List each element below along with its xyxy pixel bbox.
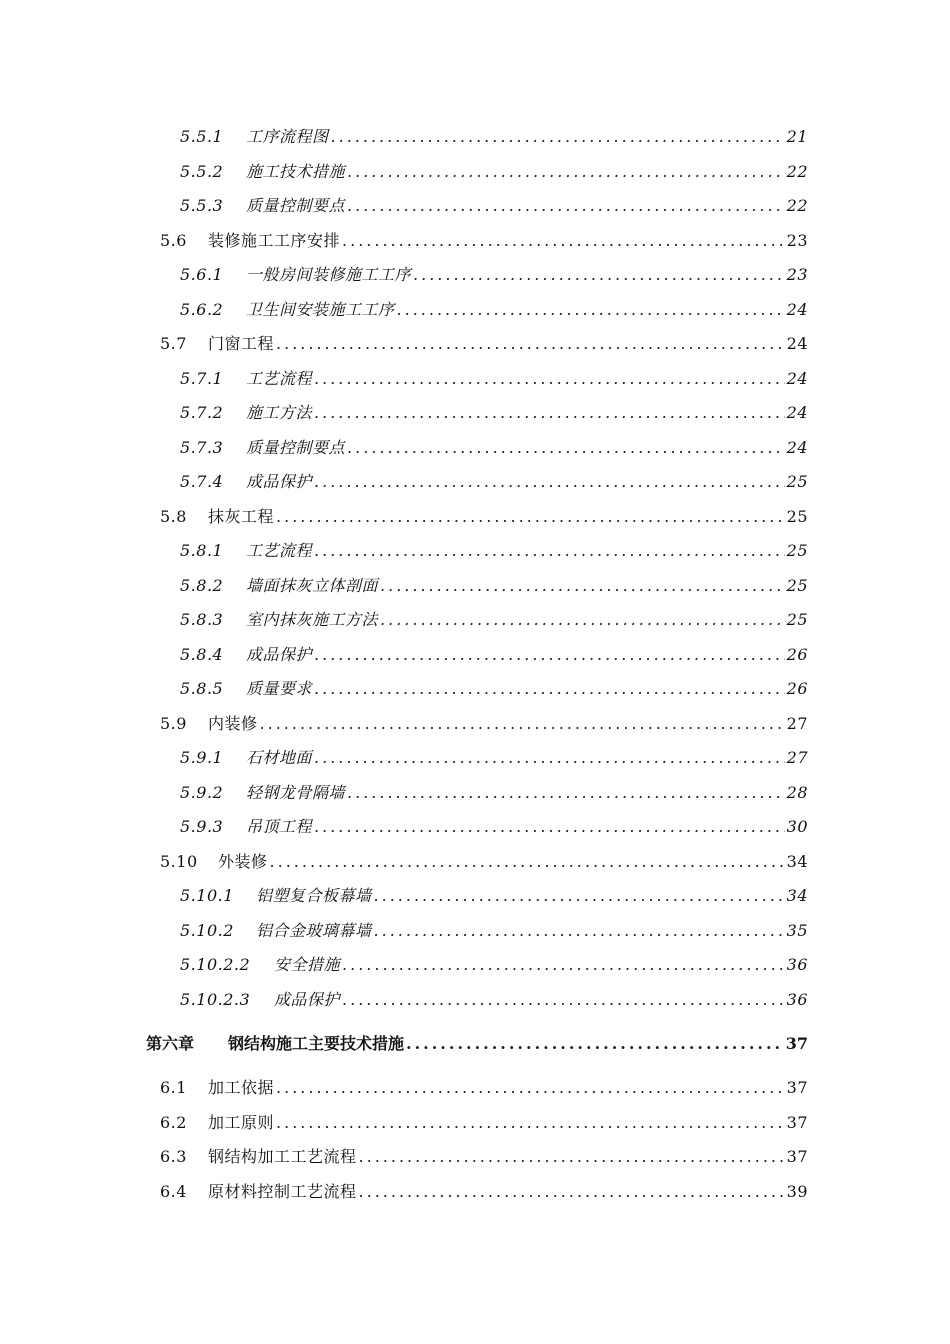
toc-entry[interactable] [180,193,808,219]
toc-entry-title: 铝合金玻璃幕墙 [256,920,372,940]
toc-entry[interactable] [180,366,808,392]
toc-entry-page-number: 25 [786,610,808,629]
toc-entry-title: 安全措施 [274,955,341,974]
dot-leader [314,366,785,392]
toc-entry[interactable] [180,469,808,495]
toc-entry-page-number: 24 [786,299,808,319]
toc-entry-title: 成品保护 [246,644,313,664]
toc-entry-title: 室内抹灰施工方法 [246,610,379,629]
dot-leader [260,711,785,737]
toc-entry-number: 5.9.2 [180,782,224,802]
dot-leader [380,607,785,633]
toc-entry-number: 5.6 [160,230,187,250]
toc-entry-page-number: 25 [786,506,808,526]
toc-entry-page-number: 36 [786,989,808,1009]
toc-entry[interactable] [160,1075,808,1101]
toc-entry-number: 5.7.4 [180,472,224,491]
toc-entry-number: 5.8.5 [180,679,224,698]
toc-entry[interactable] [160,331,808,357]
dot-leader [397,297,785,323]
toc-entry[interactable] [180,400,808,426]
toc-entry-page-number: 35 [786,920,808,940]
toc-chapter-entry[interactable] [146,1031,808,1057]
toc-entry[interactable] [180,124,808,150]
dot-leader [347,435,785,461]
dot-leader [347,780,785,806]
toc-entry-number: 5.8.3 [180,610,224,629]
toc-entry-number: 5.5.3 [180,196,224,215]
toc-entry[interactable] [160,228,808,254]
toc-entry-number: 5.8.1 [180,541,224,560]
toc-entry-title: 成品保护 [246,472,313,491]
toc-entry-page-number: 23 [786,230,808,250]
toc-entry-title: 质量要求 [246,679,313,698]
dot-leader [374,883,785,909]
toc-entry-number: 6.4 [160,1181,187,1201]
toc-entry-number: 5.10.2.2 [180,955,251,974]
toc-entry-page-number: 36 [786,955,808,974]
toc-entry-title: 加工依据 [208,1078,275,1097]
toc-entry-number: 5.10.2 [180,920,234,940]
toc-entry-number: 5.7.1 [180,368,224,388]
toc-entry-number: 5.9 [160,713,187,733]
toc-entry[interactable] [160,711,808,737]
toc-entry-title: 墙面抹灰立体剖面 [246,575,379,595]
dot-leader [359,1144,785,1170]
dot-leader [276,1110,785,1136]
toc-entry-title: 工艺流程 [246,541,313,560]
toc-entry[interactable] [180,952,808,978]
dot-leader [359,1179,785,1205]
toc-entry-title: 外装修 [218,851,268,871]
toc-entry[interactable] [160,849,808,875]
toc-entry-number: 5.8 [160,506,187,526]
toc-entry-title: 钢结构施工主要技术措施 [228,1034,405,1053]
toc-entry-title: 吊顶工程 [246,817,313,836]
toc-entry-page-number: 24 [786,368,808,388]
toc-entry-number: 5.8.4 [180,644,224,664]
toc-entry-number: 第六章 [146,1034,195,1053]
toc-entry-title: 石材地面 [246,748,313,767]
dot-leader [342,228,785,254]
toc-entry[interactable] [180,676,808,702]
toc-entry-title: 施工技术措施 [246,161,346,181]
toc-entry[interactable] [180,745,808,771]
toc-entry-title: 轻钢龙骨隔墙 [246,782,346,802]
toc-entry[interactable] [180,918,808,944]
toc-entry[interactable] [180,159,808,185]
toc-entry-page-number: 27 [786,713,808,733]
toc-entry-title: 原材料控制工艺流程 [208,1181,357,1201]
toc-entry[interactable] [160,1179,808,1205]
dot-leader [342,987,785,1013]
toc-entry[interactable] [180,297,808,323]
toc-entry-title: 成品保护 [274,989,341,1009]
toc-entry-title: 质量控制要点 [246,437,346,457]
dot-leader [380,573,785,599]
toc-entry-number: 5.6.2 [180,299,224,319]
dot-leader [276,1075,785,1101]
toc-entry[interactable] [160,1110,808,1136]
toc-entry-page-number: 25 [786,575,808,595]
toc-entry-title: 一般房间装修施工工序 [246,265,412,284]
toc-entry-number: 6.1 [160,1078,187,1097]
toc-entry-page-number: 24 [786,437,808,457]
toc-entry-number: 5.7 [160,334,187,353]
toc-entry-page-number: 22 [786,196,808,215]
toc-entry-page-number: 25 [786,541,808,560]
toc-entry-title: 门窗工程 [208,334,275,353]
toc-entry-title: 工序流程图 [246,127,329,146]
toc-entry-number: 5.7.2 [180,403,224,422]
toc-entry-number: 5.9.1 [180,748,224,767]
toc-entry-number: 5.10.1 [180,886,234,905]
dot-leader [314,642,785,668]
toc-entry-page-number: 34 [786,851,808,871]
toc-entry-page-number: 26 [786,679,808,698]
toc-entry[interactable] [160,1144,808,1170]
dot-leader [314,469,785,495]
toc-entry[interactable] [180,607,808,633]
toc-entry-title: 铝塑复合板幕墙 [256,886,372,905]
dot-leader [347,159,785,185]
toc-entry-number: 6.2 [160,1112,187,1132]
dot-leader [314,538,785,564]
toc-entry-page-number: 26 [786,644,808,664]
dot-leader [314,814,785,840]
toc-entry-page-number: 21 [786,127,808,146]
toc-entry[interactable] [180,883,808,909]
dot-leader [331,124,785,150]
toc-entry-number: 5.8.2 [180,575,224,595]
dot-leader [270,849,785,875]
toc-entry[interactable] [180,780,808,806]
toc-entry-page-number: 37 [785,1034,808,1053]
dot-leader [314,676,785,702]
toc-entry-title: 施工方法 [246,403,313,422]
toc-entry[interactable] [160,504,808,530]
toc-entry[interactable] [180,538,808,564]
toc-entry-number: 5.5.2 [180,161,224,181]
toc-entry-number: 5.10 [160,851,198,871]
toc-entry-page-number: 37 [786,1112,808,1132]
toc-entry-page-number: 22 [786,161,808,181]
toc-entry-title: 装修施工工序安排 [208,230,341,250]
dot-leader [276,331,785,357]
toc-entry-page-number: 23 [786,265,808,284]
toc-entry-number: 5.10.2.3 [180,989,251,1009]
toc-entry[interactable] [180,435,808,461]
toc-entry-number: 5.7.3 [180,437,224,457]
toc-entry-number: 6.3 [160,1147,187,1166]
toc-entry-page-number: 24 [786,334,808,353]
toc-entry-page-number: 30 [786,817,808,836]
toc-entry[interactable] [180,573,808,599]
toc-entry-title: 抹灰工程 [208,506,275,526]
toc-entry-page-number: 37 [786,1147,808,1166]
toc-entry-title: 质量控制要点 [246,196,346,215]
toc-entry-page-number: 39 [786,1181,808,1201]
toc-entry-number: 5.9.3 [180,817,224,836]
toc-entry-title: 工艺流程 [246,368,313,388]
dot-leader [413,262,785,288]
toc-entry[interactable] [180,987,808,1013]
dot-leader [314,745,785,771]
toc-entry[interactable] [180,642,808,668]
toc-entry-number: 5.5.1 [180,127,224,146]
toc-entry-page-number: 37 [786,1078,808,1097]
toc-entry[interactable] [180,262,808,288]
dot-leader [276,504,785,530]
toc-entry-title: 内装修 [208,713,258,733]
toc-entry-title: 卫生间安装施工工序 [246,299,395,319]
toc-entry-page-number: 34 [786,886,808,905]
toc-entry-page-number: 24 [786,403,808,422]
toc-entry-page-number: 27 [786,748,808,767]
dot-leader [406,1031,784,1057]
toc-entry-title: 钢结构加工工艺流程 [208,1147,357,1166]
toc-entry-title: 加工原则 [208,1112,275,1132]
toc-entry-page-number: 28 [786,782,808,802]
dot-leader [314,400,785,426]
dot-leader [374,918,785,944]
toc-entry-number: 5.6.1 [180,265,224,284]
toc-entry-page-number: 25 [786,472,808,491]
dot-leader [347,193,785,219]
toc-entry[interactable] [180,814,808,840]
dot-leader [342,952,785,978]
